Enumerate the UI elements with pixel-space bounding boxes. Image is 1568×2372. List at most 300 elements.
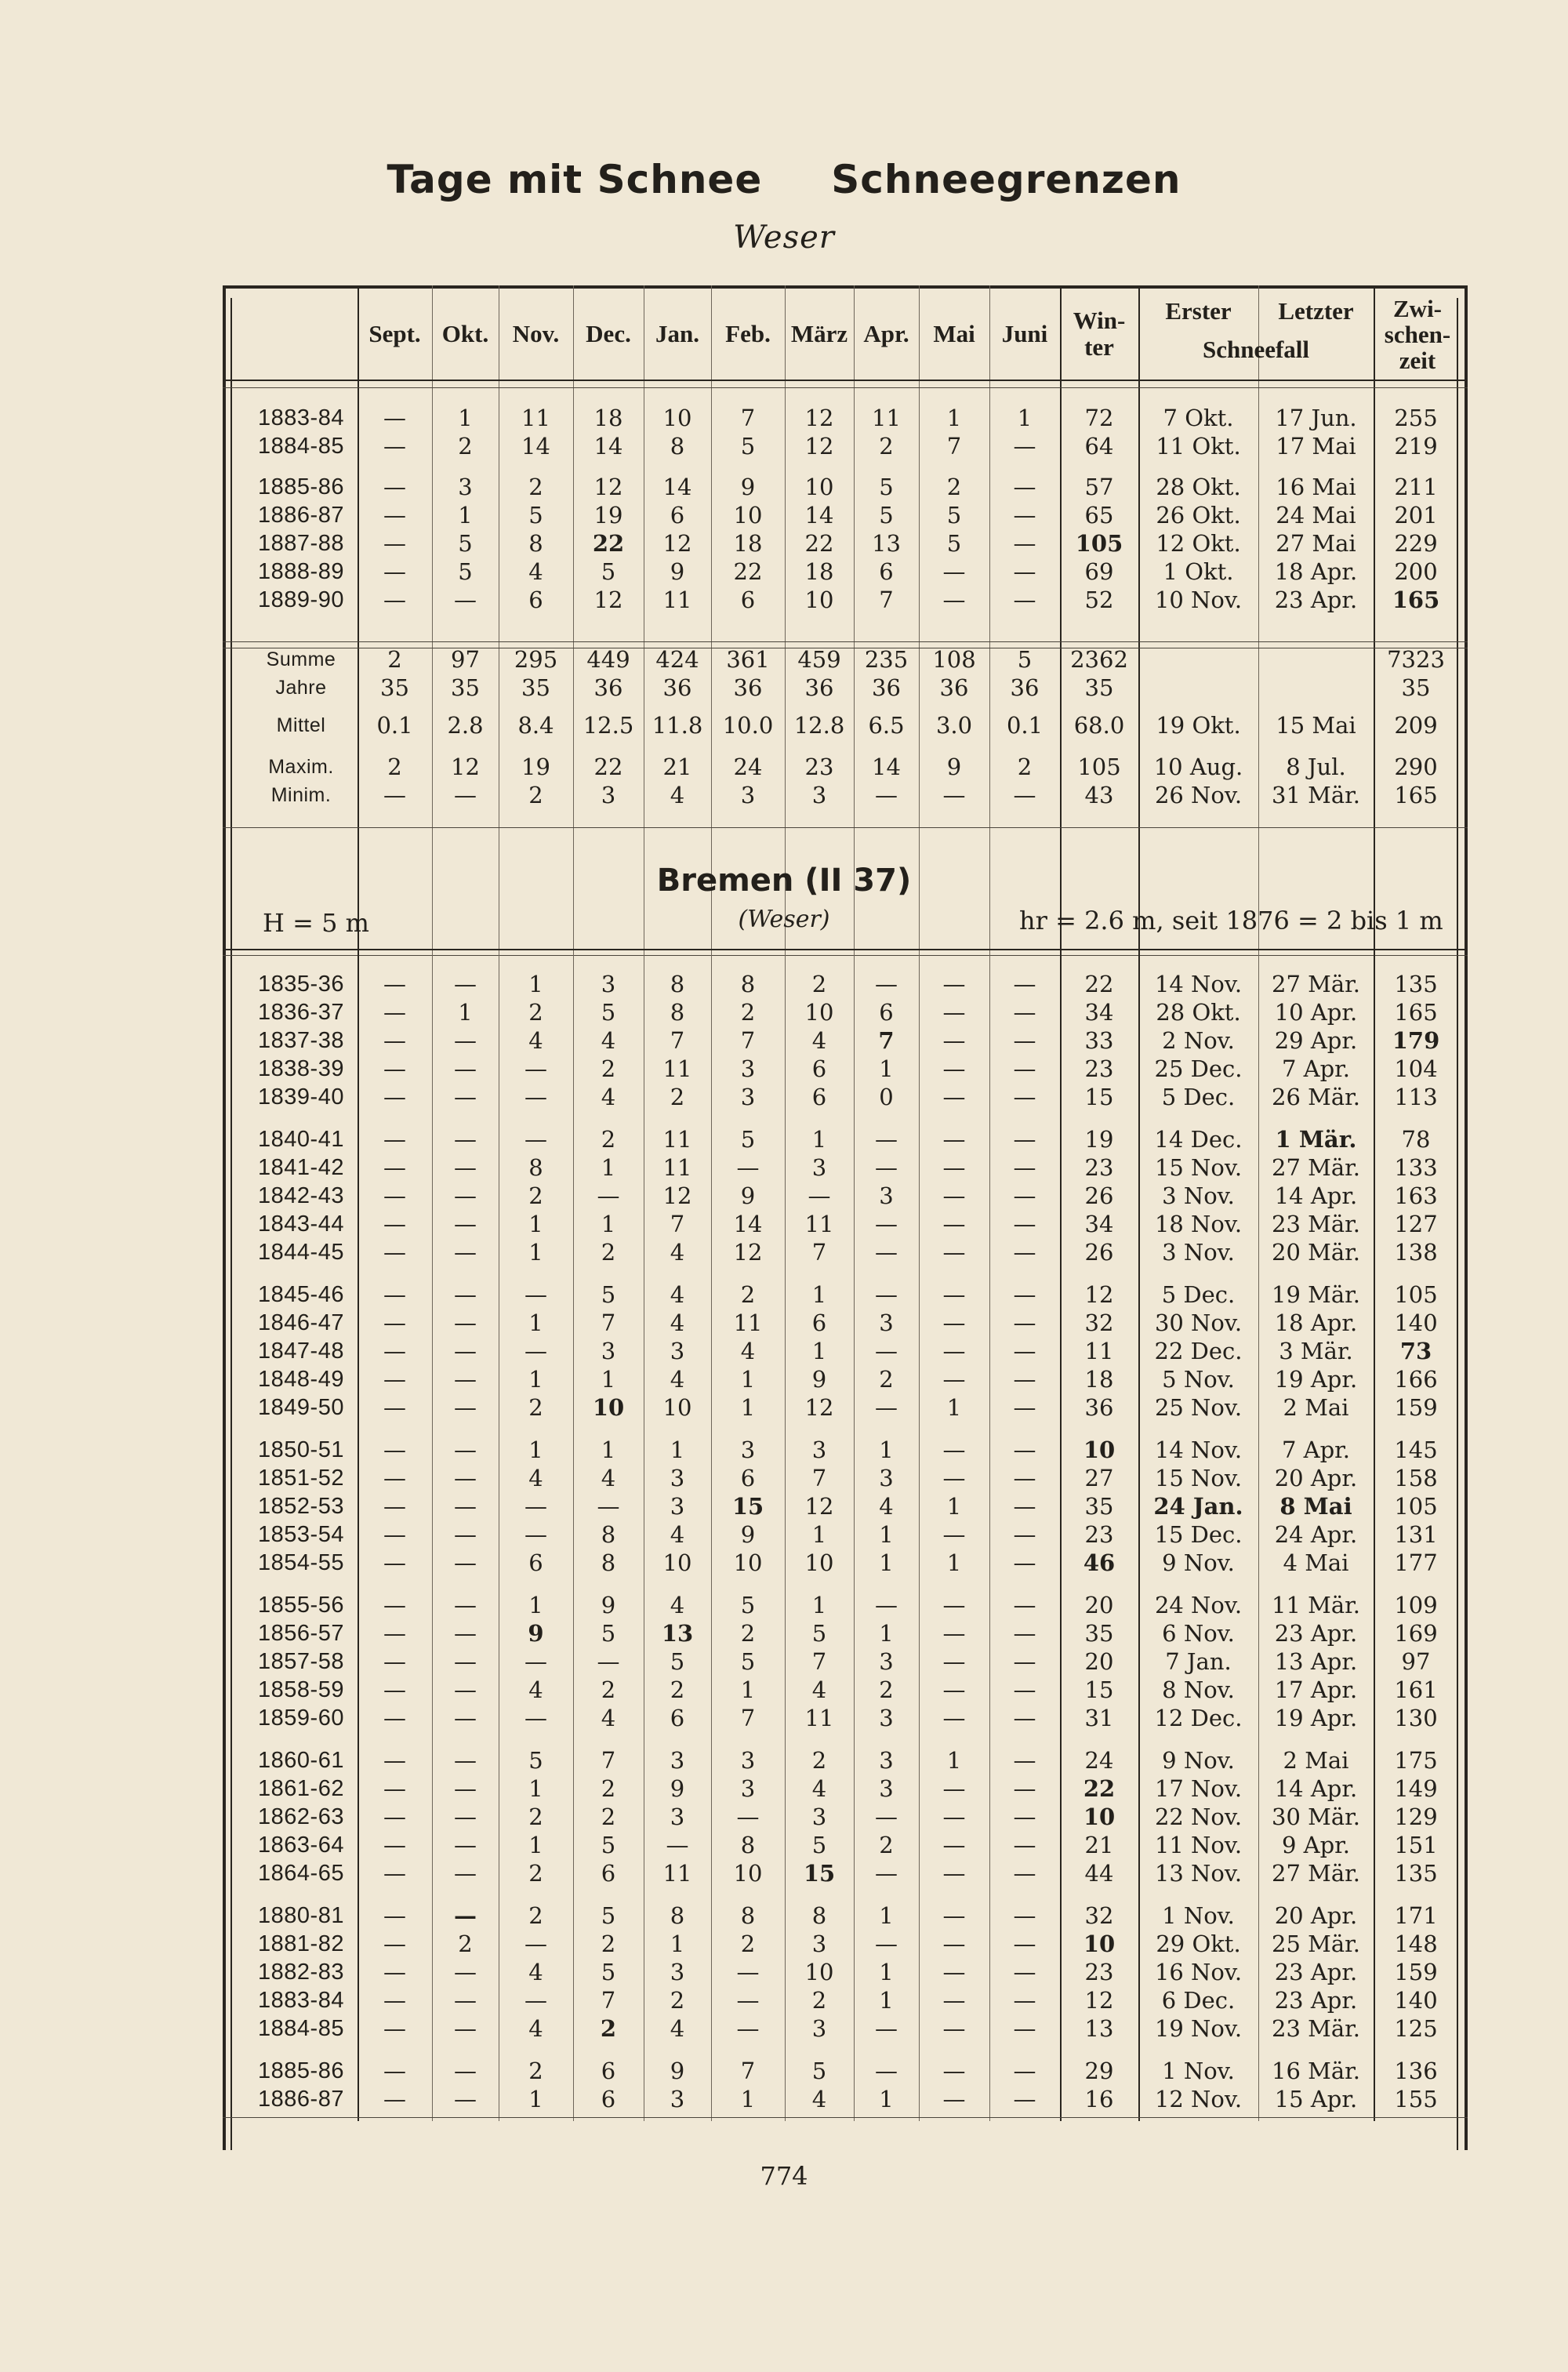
table-cell: 24 bbox=[733, 754, 763, 780]
table-cell: 16 Mär. bbox=[1272, 2058, 1360, 2084]
table-cell: 4 Mai bbox=[1283, 1549, 1349, 1576]
table-cell: 11 bbox=[872, 405, 901, 431]
table-cell: 7 bbox=[601, 1987, 616, 2014]
section-title-bremen: Bremen (II 37) bbox=[656, 863, 912, 899]
table-cell: — bbox=[942, 1676, 966, 1703]
row-label: 1889-90 bbox=[258, 587, 344, 612]
table-cell: — bbox=[1013, 1676, 1036, 1703]
table-cell: — bbox=[942, 1620, 966, 1647]
table-cell: 16 Mai bbox=[1276, 474, 1356, 500]
table-row bbox=[231, 586, 1458, 614]
row-label: 1847-48 bbox=[258, 1339, 344, 1364]
table-row bbox=[231, 1520, 1458, 1549]
table-cell: — bbox=[1013, 502, 1036, 529]
table-cell: 6 Dec. bbox=[1161, 1987, 1236, 2014]
table-cell: — bbox=[383, 782, 406, 808]
table-row bbox=[231, 2085, 1458, 2113]
table-row bbox=[231, 529, 1458, 558]
row-label: 1887-88 bbox=[258, 531, 344, 556]
table-cell: — bbox=[736, 1987, 760, 2014]
table-cell: 140 bbox=[1394, 1310, 1438, 1336]
row-label: Minim. bbox=[270, 784, 332, 806]
table-cell: — bbox=[1013, 2015, 1036, 2042]
table-cell: 10 bbox=[804, 999, 834, 1026]
table-cell: 35 bbox=[1401, 674, 1431, 701]
table-cell: 105 bbox=[1394, 1281, 1438, 1308]
table-cell: 3 Mär. bbox=[1279, 1338, 1353, 1364]
row-label: 1882-83 bbox=[258, 1960, 344, 1985]
row-label: 1886-87 bbox=[258, 503, 344, 528]
table-cell: 219 bbox=[1394, 433, 1438, 460]
table-cell: 57 bbox=[1084, 474, 1114, 500]
row-label: 1888-89 bbox=[258, 559, 344, 584]
table-cell: 255 bbox=[1394, 405, 1438, 431]
table-cell: 11 bbox=[521, 405, 550, 431]
table-cell: 12 bbox=[804, 433, 834, 460]
table-cell: 33 bbox=[1084, 1027, 1114, 1054]
table-cell: 3 bbox=[879, 1310, 894, 1336]
table-cell: 21 bbox=[662, 754, 692, 780]
table-cell: 5 bbox=[811, 1832, 827, 1858]
table-cell: 1 bbox=[601, 1211, 616, 1237]
table-cell: 3 bbox=[601, 1338, 616, 1364]
table-cell: 20 Apr. bbox=[1274, 1902, 1358, 1929]
table-cell: — bbox=[1013, 1465, 1036, 1491]
table-cell: 20 bbox=[1084, 1648, 1114, 1675]
table-cell: 23 bbox=[1084, 1959, 1114, 1985]
table-cell: 4 bbox=[528, 1676, 543, 1703]
table-cell: 2 Mai bbox=[1283, 1394, 1349, 1421]
table-cell: 3 bbox=[670, 1338, 685, 1364]
table-row bbox=[231, 1549, 1458, 1577]
table-row bbox=[231, 1774, 1458, 1803]
table-cell: 11 bbox=[662, 1055, 692, 1082]
table-cell: 1 bbox=[811, 1521, 827, 1548]
table-cell: — bbox=[736, 2015, 760, 2042]
table-cell: 17 Mai bbox=[1276, 433, 1356, 460]
table-cell: — bbox=[454, 1310, 477, 1336]
table-row bbox=[231, 1803, 1458, 1831]
table-row bbox=[231, 1902, 1458, 1930]
table-cell: 2 bbox=[740, 999, 756, 1026]
table-cell: 209 bbox=[1394, 712, 1438, 739]
table-cell: 105 bbox=[1394, 1493, 1438, 1520]
table-cell: — bbox=[942, 1648, 966, 1675]
row-label: 1845-46 bbox=[258, 1282, 344, 1307]
table-cell: — bbox=[524, 1493, 547, 1520]
table-cell: — bbox=[454, 1987, 477, 2014]
table-cell: — bbox=[1013, 1549, 1036, 1576]
station-height-note: H = 5 m bbox=[263, 908, 369, 938]
table-cell: 20 Mär. bbox=[1272, 1239, 1360, 1266]
table-cell: 163 bbox=[1394, 1182, 1438, 1209]
table-cell: 4 bbox=[670, 2015, 685, 2042]
table-cell: — bbox=[383, 2015, 406, 2042]
table-cell: 24 bbox=[1084, 1747, 1114, 1774]
table-cell: 5 Dec. bbox=[1161, 1084, 1236, 1110]
table-cell: 5 bbox=[946, 530, 962, 557]
table-cell: — bbox=[383, 1394, 406, 1421]
table-cell: 1 bbox=[946, 1549, 962, 1576]
row-label: 1861-62 bbox=[258, 1776, 344, 1801]
table-cell: 9 Nov. bbox=[1162, 1549, 1235, 1576]
table-cell: 7 Apr. bbox=[1281, 1055, 1351, 1082]
row-label: 1853-54 bbox=[258, 1522, 344, 1547]
table-cell: — bbox=[597, 1648, 620, 1675]
table-cell: 6 bbox=[528, 587, 543, 613]
table-cell: 4 bbox=[811, 1027, 827, 1054]
table-cell: 1 bbox=[879, 1549, 894, 1576]
table-cell: 1 Mär. bbox=[1275, 1126, 1357, 1153]
header-rule bbox=[223, 387, 1468, 388]
table-cell: 7 bbox=[811, 1648, 827, 1675]
col-jan: Jan. bbox=[655, 320, 699, 347]
table-cell: 3 bbox=[740, 1055, 756, 1082]
table-cell: 105 bbox=[1075, 530, 1123, 557]
table-cell: 290 bbox=[1394, 754, 1438, 780]
table-cell: — bbox=[942, 1775, 966, 1802]
table-cell: 459 bbox=[797, 646, 841, 673]
table-cell: 14 Apr. bbox=[1274, 1775, 1358, 1802]
table-cell: 7 bbox=[670, 1211, 685, 1237]
table-cell: — bbox=[524, 1281, 547, 1308]
table-cell: 135 bbox=[1394, 971, 1438, 997]
table-cell: 24 Apr. bbox=[1274, 1521, 1358, 1548]
row-label: 1846-47 bbox=[258, 1310, 344, 1335]
table-cell: 11 bbox=[662, 1126, 692, 1153]
table-row bbox=[231, 432, 1458, 460]
table-cell: 7 bbox=[946, 433, 962, 460]
table-cell: 10 bbox=[804, 1959, 834, 1985]
table-cell: 2 bbox=[528, 1804, 543, 1830]
table-cell: 2 bbox=[528, 1182, 543, 1209]
row-label: 1857-58 bbox=[258, 1649, 344, 1674]
table-cell: 9 bbox=[601, 1592, 616, 1618]
row-label: 1885-86 bbox=[258, 474, 344, 499]
table-cell: — bbox=[942, 1860, 966, 1887]
table-cell: — bbox=[1013, 1493, 1036, 1520]
table-cell: 8 bbox=[670, 1902, 685, 1929]
table-cell: 22 bbox=[1084, 971, 1114, 997]
section-header-rule bbox=[223, 949, 1468, 950]
table-cell: — bbox=[383, 1959, 406, 1985]
table-cell: — bbox=[383, 1987, 406, 2014]
table-cell: 5 bbox=[601, 1620, 616, 1647]
table-cell: — bbox=[454, 1338, 477, 1364]
table-cell: 3 bbox=[740, 1747, 756, 1774]
table-cell: 30 Mär. bbox=[1272, 1804, 1360, 1830]
table-cell: 1 bbox=[1017, 405, 1033, 431]
table-cell: — bbox=[524, 1987, 547, 2014]
row-label: Mittel bbox=[276, 714, 326, 736]
table-cell: — bbox=[875, 1154, 898, 1181]
table-cell: 5 bbox=[528, 1747, 543, 1774]
table-cell: 130 bbox=[1394, 1705, 1438, 1731]
table-cell: 2 bbox=[811, 1987, 827, 2014]
table-cell: 125 bbox=[1394, 2015, 1438, 2042]
table-cell: 1 Okt. bbox=[1163, 558, 1234, 585]
table-cell: — bbox=[524, 1126, 547, 1153]
table-cell: — bbox=[454, 1366, 477, 1393]
table-cell: 52 bbox=[1084, 587, 1114, 613]
table-cell: 15 bbox=[803, 1860, 836, 1887]
table-cell: 8 bbox=[740, 971, 756, 997]
table-cell: — bbox=[1013, 1338, 1036, 1364]
table-row bbox=[231, 1238, 1458, 1266]
row-label: 1835-36 bbox=[258, 972, 344, 997]
table-cell: 2 bbox=[879, 1832, 894, 1858]
row-label: 1883-84 bbox=[258, 405, 344, 430]
table-cell: — bbox=[383, 1437, 406, 1463]
table-cell: 14 Dec. bbox=[1154, 1126, 1243, 1153]
table-cell: 13 Nov. bbox=[1154, 1860, 1243, 1887]
table-cell: 5 bbox=[740, 433, 756, 460]
table-cell: 18 Nov. bbox=[1154, 1211, 1243, 1237]
table-cell: 10 bbox=[804, 1549, 834, 1576]
table-row bbox=[231, 1492, 1458, 1520]
table-cell: 169 bbox=[1394, 1620, 1438, 1647]
table-cell: — bbox=[942, 1126, 966, 1153]
table-cell: — bbox=[942, 2015, 966, 2042]
table-cell: 19 Apr. bbox=[1274, 1366, 1358, 1393]
table-cell: 10 bbox=[1083, 1437, 1116, 1463]
table-cell: 3 Nov. bbox=[1162, 1182, 1235, 1209]
table-cell: — bbox=[1013, 1592, 1036, 1618]
table-cell: — bbox=[383, 1902, 406, 1929]
table-cell: 424 bbox=[655, 646, 699, 673]
table-cell: 12 bbox=[804, 1493, 834, 1520]
row-label: Jahre bbox=[275, 677, 327, 699]
row-label: Summe bbox=[266, 648, 336, 670]
table-cell: 0.1 bbox=[1006, 712, 1044, 739]
table-cell: 3 bbox=[811, 1804, 827, 1830]
table-cell: — bbox=[1013, 1310, 1036, 1336]
row-label: 1884-85 bbox=[258, 2016, 344, 2041]
table-cell: 2 bbox=[528, 474, 543, 500]
table-cell: 1 bbox=[811, 1126, 827, 1153]
table-cell: 17 Jun. bbox=[1275, 405, 1357, 431]
table-cell: 3 bbox=[879, 1648, 894, 1675]
row-label: 1863-64 bbox=[258, 1833, 344, 1858]
table-cell: 36 bbox=[593, 674, 623, 701]
summary-rule bbox=[223, 641, 1468, 642]
table-cell: — bbox=[383, 474, 406, 500]
table-cell: 3 bbox=[879, 1747, 894, 1774]
table-cell: 5 bbox=[670, 1648, 685, 1675]
table-cell: 5 bbox=[601, 999, 616, 1026]
table-cell: 34 bbox=[1084, 999, 1114, 1026]
table-cell: — bbox=[454, 1084, 477, 1110]
table-cell: 161 bbox=[1394, 1676, 1438, 1703]
table-cell: 295 bbox=[514, 646, 558, 673]
table-cell: — bbox=[1013, 1239, 1036, 1266]
table-cell: 4 bbox=[670, 1521, 685, 1548]
table-cell: — bbox=[875, 1394, 898, 1421]
table-cell: 36 bbox=[872, 674, 901, 701]
table-cell: — bbox=[875, 1592, 898, 1618]
table-cell: — bbox=[454, 1211, 477, 1237]
table-cell: — bbox=[383, 1931, 406, 1957]
table-cell: — bbox=[383, 1521, 406, 1548]
col-juni: Juni bbox=[1001, 320, 1048, 347]
table-cell: — bbox=[1013, 558, 1036, 585]
table-cell: — bbox=[942, 1437, 966, 1463]
table-cell: 6.5 bbox=[868, 712, 905, 739]
table-row bbox=[231, 1280, 1458, 1309]
table-cell: 11 bbox=[804, 1211, 834, 1237]
table-cell: 15 Dec. bbox=[1154, 1521, 1243, 1548]
table-cell: 7 Okt. bbox=[1163, 405, 1234, 431]
table-cell: 6 bbox=[740, 587, 756, 613]
table-cell: 4 bbox=[811, 1775, 827, 1802]
table-cell: — bbox=[383, 1860, 406, 1887]
table-cell: — bbox=[736, 1959, 760, 1985]
table-cell: — bbox=[1013, 1521, 1036, 1548]
table-cell: 140 bbox=[1394, 1987, 1438, 2014]
table-cell: 35 bbox=[521, 674, 550, 701]
col-dec: Dec. bbox=[586, 320, 631, 347]
col-mai: Mai bbox=[933, 320, 975, 347]
table-cell: 7 bbox=[740, 2058, 756, 2084]
table-cell: 4 bbox=[811, 1676, 827, 1703]
table-cell: 6 bbox=[811, 1055, 827, 1082]
table-cell: 1 Nov. bbox=[1162, 1902, 1235, 1929]
table-cell: 3 bbox=[670, 1959, 685, 1985]
table-cell: 5 bbox=[458, 530, 473, 557]
table-cell: 16 Nov. bbox=[1154, 1959, 1243, 1985]
table-cell: 9 Nov. bbox=[1162, 1747, 1235, 1774]
table-cell: 4 bbox=[528, 1027, 543, 1054]
col-maerz: März bbox=[790, 320, 848, 347]
table-cell: — bbox=[383, 1493, 406, 1520]
table-cell: 19 bbox=[593, 502, 623, 529]
table-cell: — bbox=[454, 1902, 477, 1929]
table-cell: 2 bbox=[946, 474, 962, 500]
table-cell: 1 bbox=[528, 971, 543, 997]
table-cell: 4 bbox=[601, 1705, 616, 1731]
table-cell: 3 bbox=[811, 1154, 827, 1181]
table-cell: 36 bbox=[939, 674, 969, 701]
table-cell: 3 bbox=[811, 2015, 827, 2042]
table-cell: 2 bbox=[601, 1676, 616, 1703]
table-cell: 2 bbox=[528, 1394, 543, 1421]
table-cell: — bbox=[454, 1959, 477, 1985]
table-cell: — bbox=[942, 1084, 966, 1110]
table-cell: 12 bbox=[804, 1394, 834, 1421]
table-cell: 10 bbox=[662, 1549, 692, 1576]
table-cell: 1 bbox=[601, 1437, 616, 1463]
table-cell: 10 bbox=[662, 1394, 692, 1421]
table-cell: 20 Apr. bbox=[1274, 1465, 1358, 1491]
table-cell: — bbox=[875, 1239, 898, 1266]
table-cell: 3 bbox=[740, 1084, 756, 1110]
table-cell: 7323 bbox=[1387, 646, 1445, 673]
title-snow-limits: Schneegrenzen bbox=[831, 157, 1181, 202]
table-row bbox=[231, 501, 1458, 529]
table-cell: — bbox=[383, 1126, 406, 1153]
table-cell: 5 bbox=[811, 1620, 827, 1647]
table-cell: 12.8 bbox=[793, 712, 845, 739]
table-row bbox=[231, 404, 1458, 432]
table-cell: 1 bbox=[946, 1747, 962, 1774]
table-row bbox=[231, 1337, 1458, 1365]
table-cell: — bbox=[1013, 1394, 1036, 1421]
table-row bbox=[231, 1182, 1458, 1210]
table-row bbox=[231, 1210, 1458, 1238]
table-cell: 105 bbox=[1077, 754, 1121, 780]
table-cell: — bbox=[942, 1027, 966, 1054]
table-cell: 1 bbox=[879, 1959, 894, 1985]
table-cell: 26 bbox=[1084, 1239, 1114, 1266]
table-cell: 2 bbox=[670, 1987, 685, 2014]
table-row bbox=[231, 674, 1458, 702]
table-cell: 23 bbox=[1084, 1154, 1114, 1181]
table-cell: 7 bbox=[601, 1747, 616, 1774]
table-cell: 29 bbox=[1084, 2058, 1114, 2084]
row-label: 1841-42 bbox=[258, 1155, 344, 1180]
table-row bbox=[231, 1309, 1458, 1337]
row-label: 1886-87 bbox=[258, 2087, 344, 2112]
table-cell: 200 bbox=[1394, 558, 1438, 585]
table-cell: 7 bbox=[879, 587, 894, 613]
table-row bbox=[231, 1746, 1458, 1774]
row-label: 1864-65 bbox=[258, 1861, 344, 1886]
table-cell: 19 Apr. bbox=[1274, 1705, 1358, 1731]
row-label: 1842-43 bbox=[258, 1183, 344, 1208]
table-cell: 11 bbox=[1084, 1338, 1114, 1364]
table-row bbox=[231, 2057, 1458, 2085]
col-sept: Sept. bbox=[368, 320, 421, 347]
table-cell: — bbox=[383, 530, 406, 557]
table-cell: 11 bbox=[804, 1705, 834, 1731]
table-cell: 1 bbox=[879, 1620, 894, 1647]
table-cell: 2 bbox=[601, 1055, 616, 1082]
table-cell: — bbox=[875, 971, 898, 997]
table-cell: 2 bbox=[670, 1084, 685, 1110]
table-cell: 22 bbox=[804, 530, 834, 557]
table-cell: — bbox=[383, 1310, 406, 1336]
table-cell: 28 Okt. bbox=[1156, 999, 1241, 1026]
table-cell: 165 bbox=[1394, 782, 1438, 808]
table-cell: 1 bbox=[528, 1211, 543, 1237]
table-cell: 12 bbox=[451, 754, 480, 780]
table-cell: 1 bbox=[879, 1902, 894, 1929]
table-cell: — bbox=[454, 1832, 477, 1858]
table-cell: — bbox=[454, 2086, 477, 2112]
table-cell: 1 bbox=[946, 1394, 962, 1421]
table-cell: 22 bbox=[593, 754, 623, 780]
table-row bbox=[231, 1831, 1458, 1859]
table-cell: — bbox=[1013, 1747, 1036, 1774]
table-cell: 5 bbox=[740, 1592, 756, 1618]
table-cell: 3 bbox=[740, 782, 756, 808]
table-cell: 7 bbox=[670, 1027, 685, 1054]
table-cell: 32 bbox=[1084, 1310, 1114, 1336]
table-cell: 1 bbox=[528, 2086, 543, 2112]
table-cell: — bbox=[1013, 1182, 1036, 1209]
table-cell: — bbox=[454, 1126, 477, 1153]
table-cell: — bbox=[454, 1493, 477, 1520]
table-cell: 127 bbox=[1394, 1211, 1438, 1237]
table-cell: 2 bbox=[879, 433, 894, 460]
table-cell: 23 bbox=[804, 754, 834, 780]
table-cell: — bbox=[942, 1211, 966, 1237]
table-cell: — bbox=[942, 558, 966, 585]
table-row bbox=[231, 753, 1458, 781]
table-cell: — bbox=[942, 2086, 966, 2112]
table-cell: — bbox=[875, 1281, 898, 1308]
table-cell: — bbox=[383, 1465, 406, 1491]
